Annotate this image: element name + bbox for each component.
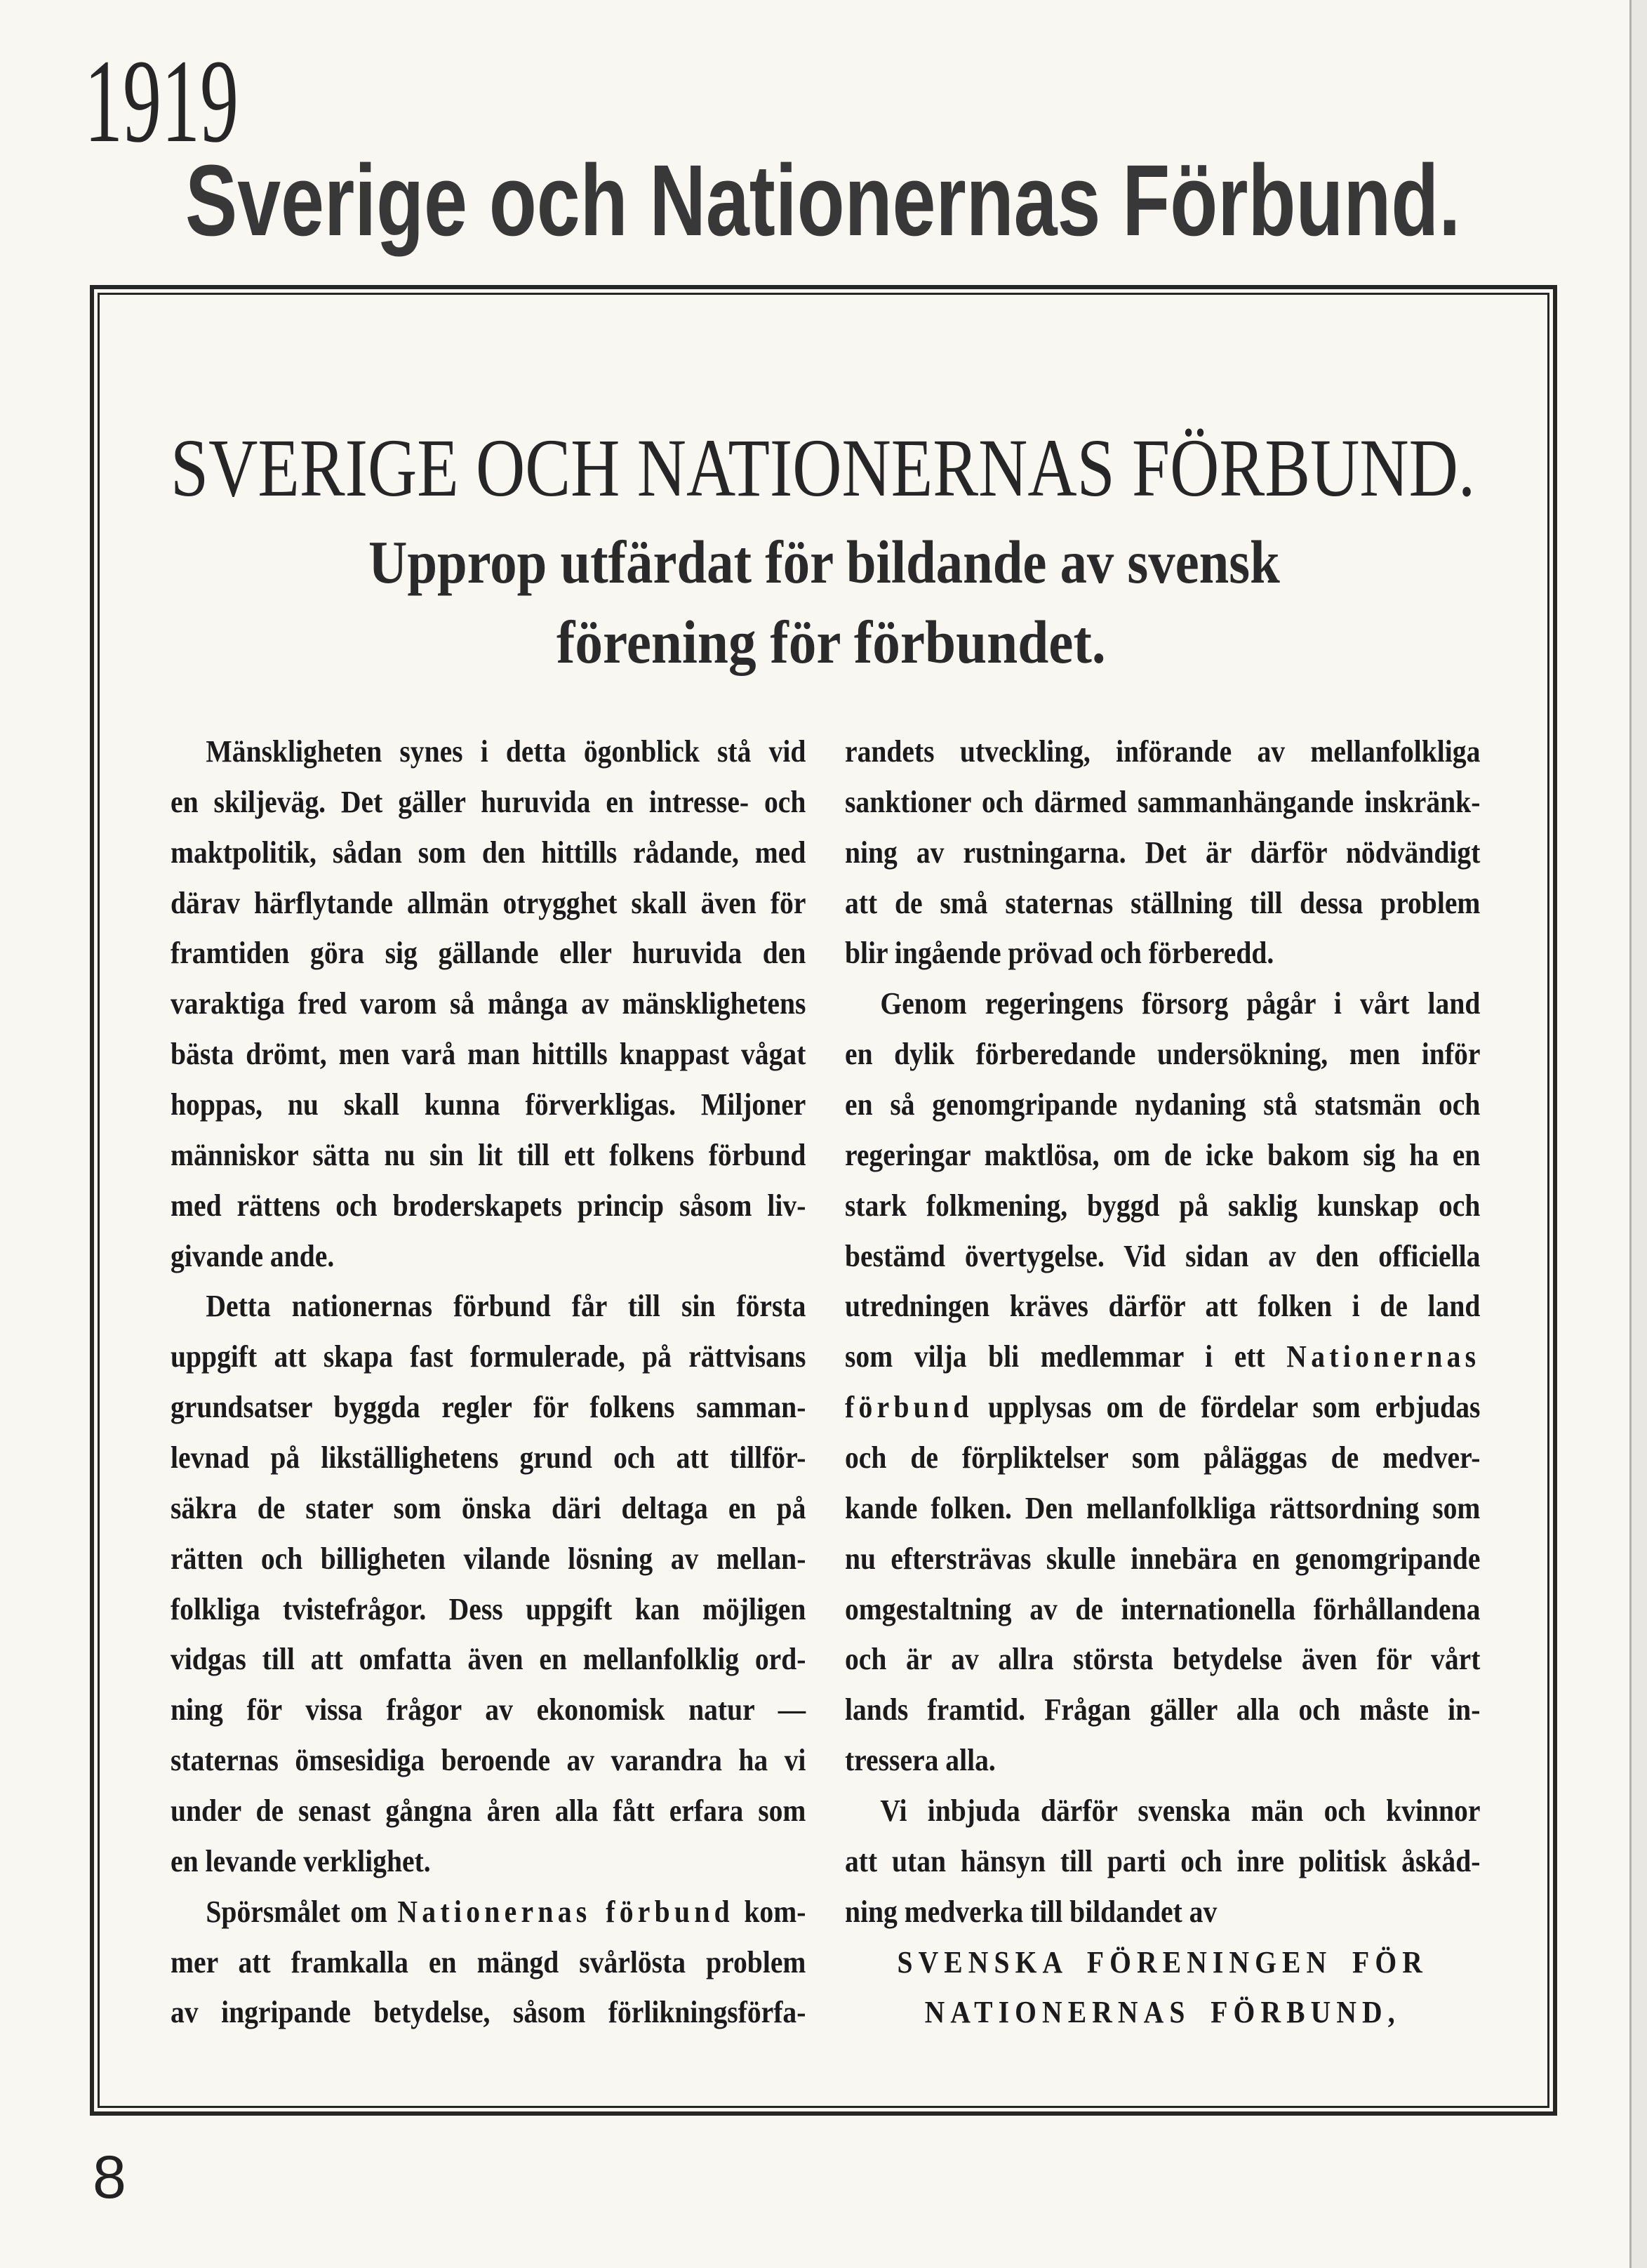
text-line: bestämd övertygelse. Vid sidan av den officiella: [845, 1238, 1481, 1273]
text-line: grundsatser byggda regler för folkens samman-: [171, 1390, 806, 1425]
text-line: en så genomgripande nydaning stå statsmän och: [845, 1087, 1481, 1122]
text-line: en skiljeväg. Det gäller huruvida en intresse- och: [171, 784, 806, 819]
spaced-text: förbund: [845, 1390, 973, 1425]
text-line: staternas ömsesidiga beroende av varandra ha vi: [171, 1743, 806, 1778]
text-line: människor sätta nu sin lit till ett folkens förbund: [171, 1137, 806, 1172]
page-title: [185, 144, 1460, 257]
text-line: ning av rustningarna. Det är därför nödvändigt: [845, 835, 1481, 870]
text-line: [845, 1382, 1480, 1433]
text-line: sanktioner och därmed sammanhängande inskränk-: [845, 784, 1481, 819]
text-line: omgestaltning av de internationella förhållandena: [845, 1591, 1481, 1626]
text-line: regeringar maktlösa, om de icke bakom sig ha en: [845, 1137, 1481, 1172]
text-line: maktpolitik, sådan som den hittills rådande, med: [171, 835, 806, 870]
text-line: därav härflytande allmän otrygghet skall även för: [171, 885, 806, 920]
text-line: hoppas, nu skall kunna förverkligas. Miljoner: [171, 1087, 806, 1122]
page-title-text: Sverige och Nationernas Förbund.: [185, 144, 1460, 257]
text-line: en dylik förberedande undersökning, men inför: [845, 1037, 1481, 1072]
text-line: av ingripande betydelse, såsom förlikningsförfa-: [171, 1995, 806, 2030]
text-line: mer att framkalla en mängd svårlösta problem: [171, 1944, 806, 1979]
text-line: Vi inbjuda därför svenska män och kvinnor: [880, 1793, 1481, 1829]
text-line: med rättens och broderskapets princip såsom liv-: [171, 1188, 806, 1223]
text-line: givande ande.: [171, 1238, 335, 1273]
year-heading: [84, 35, 239, 167]
text-segment: Spörsmålet om: [206, 1894, 387, 1929]
right-column: [845, 727, 1480, 2038]
text-line: lands framtid. Frågan gäller alla och måste in-: [845, 1692, 1481, 1727]
year-text: 1919: [84, 35, 239, 167]
text-line: ning för vissa frågor av ekonomisk natur —: [171, 1692, 806, 1727]
appeal-subheading-line: [368, 528, 1280, 596]
text-line: varaktiga fred varom så många av mänsklighetens: [171, 986, 806, 1021]
text-line: tressera alla.: [845, 1743, 996, 1778]
text-line: vidgas till att omfatta även en mellanfolklig ord-: [171, 1642, 806, 1677]
appeal-subheading-line: [556, 608, 1106, 676]
appeal-heading: [171, 422, 1475, 514]
text-line: framtiden göra sig gällande eller huruvida den: [171, 936, 806, 971]
text-line: säkra de stater som önska däri deltaga en på: [171, 1490, 806, 1525]
page-gutter-edge: [1629, 0, 1647, 2268]
text-line: rätten och billigheten vilande lösning av mellan-: [171, 1541, 806, 1576]
text-line: att de små staternas ställning till dessa problem: [845, 885, 1481, 920]
text-line: en levande verklighet.: [171, 1843, 431, 1878]
text-line: bästa drömt, men varå man hittills knappast vågat: [171, 1037, 806, 1072]
appeal-heading-text: SVERIGE OCH NATIONERNAS FÖRBUND.: [171, 422, 1475, 514]
text-line: och är av allra största betydelse även för vårt: [845, 1642, 1481, 1677]
text-line: [171, 1887, 806, 1937]
text-line: kande folken. Den mellanfolkliga rättsordning som: [845, 1490, 1481, 1525]
text-segment: kom-: [744, 1894, 806, 1929]
text-line: folkliga tvistefrågor. Dess uppgift kan möjligen: [171, 1591, 806, 1626]
spaced-text: Nationernas: [1286, 1339, 1481, 1374]
text-line: blir ingående prövad och förberedd.: [845, 936, 1274, 971]
signature-line: SVENSKA FÖRENINGEN FÖR: [897, 1944, 1428, 1979]
text-line: att utan hänsyn till parti och inre politisk åskåd-: [845, 1843, 1481, 1878]
text-line: Detta nationernas förbund får till sin första: [206, 1289, 806, 1324]
text-segment: som vilja bli medlemmar i ett: [845, 1339, 1265, 1374]
text-line: stark folkmening, byggd på saklig kunskap och: [845, 1188, 1481, 1223]
left-column: [171, 727, 806, 2038]
spaced-text: Nationernas förbund: [397, 1894, 734, 1929]
signature-line: NATIONERNAS FÖRBUND,: [924, 1995, 1401, 2030]
text-line: uppgift att skapa fast formulerade, på rättvisans: [171, 1339, 806, 1374]
text-segment: upplysas om de fördelar som erbjudas: [987, 1390, 1481, 1425]
text-line: nu eftersträvas skulle innebära en genomgripande: [845, 1541, 1481, 1576]
text-line: ning medverka till bildandet av: [845, 1894, 1218, 1929]
page-number: 8: [93, 2144, 126, 2211]
text-line: levnad på likställighetens grund och att tillför-: [171, 1440, 806, 1475]
text-line: utredningen kräves därför att folken i de land: [845, 1289, 1481, 1324]
text-line: [845, 1332, 1480, 1382]
text-line: under de senast gångna åren alla fått erfara som: [171, 1793, 806, 1829]
text-line: Mänskligheten synes i detta ögonblick stå vid: [206, 734, 806, 769]
appeal-subheading-text: förening för förbundet.: [556, 608, 1106, 676]
text-line: Genom regeringens försorg pågår i vårt land: [880, 986, 1481, 1021]
appeal-subheading-text: Upprop utfärdat för bildande av svensk: [368, 528, 1280, 596]
text-line: randets utveckling, införande av mellanfolkliga: [845, 734, 1481, 769]
text-line: och de förpliktelser som påläggas de medver-: [845, 1440, 1481, 1475]
